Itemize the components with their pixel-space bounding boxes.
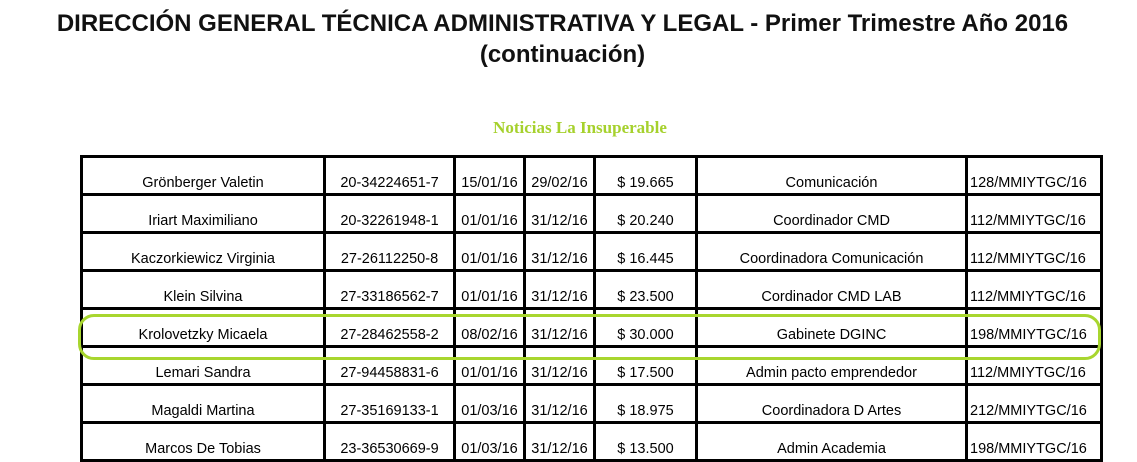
cell-name: Iriart Maximiliano	[82, 195, 325, 233]
table-row	[82, 347, 1102, 385]
cell-name: Marcos De Tobias	[82, 423, 325, 461]
cell-end-date: 31/12/16	[525, 347, 595, 385]
cell-role: Gabinete DGINC	[697, 309, 967, 347]
cell-cuit: 20-34224651-7	[325, 157, 455, 195]
cell-start-date: 08/02/16	[455, 309, 525, 347]
table-row-highlighted	[82, 309, 1102, 347]
cell-cuit: 27-28462558-2	[325, 309, 455, 347]
contracts-table-body	[82, 157, 1102, 461]
cell-amount: $ 17.500	[595, 347, 697, 385]
cell-role: Coordinadora Comunicación	[697, 233, 967, 271]
cell-role: Admin Academia	[697, 423, 967, 461]
cell-amount: $ 18.975	[595, 385, 697, 423]
cell-cuit: 27-26112250-8	[325, 233, 455, 271]
table-row	[82, 423, 1102, 461]
table-row	[82, 233, 1102, 271]
cell-end-date: 29/02/16	[525, 157, 595, 195]
cell-resolution: 198/MMIYTGC/16	[967, 423, 1102, 461]
cell-end-date: 31/12/16	[525, 233, 595, 271]
section-title: Noticias La Insuperable	[493, 118, 667, 137]
cell-amount: $ 19.665	[595, 157, 697, 195]
cell-start-date: 01/01/16	[455, 347, 525, 385]
cell-resolution: 198/MMIYTGC/16	[967, 309, 1102, 347]
cell-cuit: 27-33186562-7	[325, 271, 455, 309]
cell-cuit: 23-36530669-9	[325, 423, 455, 461]
cell-end-date: 31/12/16	[525, 309, 595, 347]
cell-resolution: 112/MMIYTGC/16	[967, 233, 1102, 271]
cell-start-date: 01/01/16	[455, 195, 525, 233]
cell-end-date: 31/12/16	[525, 385, 595, 423]
cell-resolution: 212/MMIYTGC/16	[967, 385, 1102, 423]
cell-amount: $ 23.500	[595, 271, 697, 309]
cell-start-date: 01/03/16	[455, 385, 525, 423]
cell-end-date: 31/12/16	[525, 271, 595, 309]
cell-cuit: 27-94458831-6	[325, 347, 455, 385]
cell-resolution: 112/MMIYTGC/16	[967, 347, 1102, 385]
table-row	[82, 271, 1102, 309]
cell-start-date: 01/01/16	[455, 233, 525, 271]
cell-amount: $ 13.500	[595, 423, 697, 461]
cell-cuit: 20-32261948-1	[325, 195, 455, 233]
cell-end-date: 31/12/16	[525, 423, 595, 461]
cell-name: Magaldi Martina	[82, 385, 325, 423]
cell-resolution: 112/MMIYTGC/16	[967, 195, 1102, 233]
cell-end-date: 31/12/16	[525, 195, 595, 233]
cell-amount: $ 16.445	[595, 233, 697, 271]
cell-role: Coordinadora D Artes	[697, 385, 967, 423]
cell-resolution: 112/MMIYTGC/16	[967, 271, 1102, 309]
table-row	[82, 195, 1102, 233]
cell-resolution: 128/MMIYTGC/16	[967, 157, 1102, 195]
cell-name: Grönberger Valetin	[82, 157, 325, 195]
cell-role: Cordinador CMD LAB	[697, 271, 967, 309]
cell-name: Kaczorkiewicz Virginia	[82, 233, 325, 271]
cell-role: Admin pacto emprendedor	[697, 347, 967, 385]
cell-cuit: 27-35169133-1	[325, 385, 455, 423]
cell-name: Krolovetzky Micaela	[82, 309, 325, 347]
cell-start-date: 01/01/16	[455, 271, 525, 309]
cell-name: Lemari Sandra	[82, 347, 325, 385]
cell-start-date: 01/03/16	[455, 423, 525, 461]
table-row	[82, 157, 1102, 195]
cell-role: Comunicación	[697, 157, 967, 195]
cell-start-date: 15/01/16	[455, 157, 525, 195]
page-title	[0, 8, 1125, 70]
page-title-line2: (continuación)	[479, 41, 646, 68]
table-row	[82, 385, 1102, 423]
cell-name: Klein Silvina	[82, 271, 325, 309]
cell-role: Coordinador CMD	[697, 195, 967, 233]
cell-amount: $ 20.240	[595, 195, 697, 233]
page-title-line1: DIRECCIÓN GENERAL TÉCNICA ADMINISTRATIVA Y LEGAL - Primer Trimestre Año 2016	[56, 10, 1069, 37]
contracts-table	[80, 155, 1103, 462]
cell-amount: $ 30.000	[595, 309, 697, 347]
